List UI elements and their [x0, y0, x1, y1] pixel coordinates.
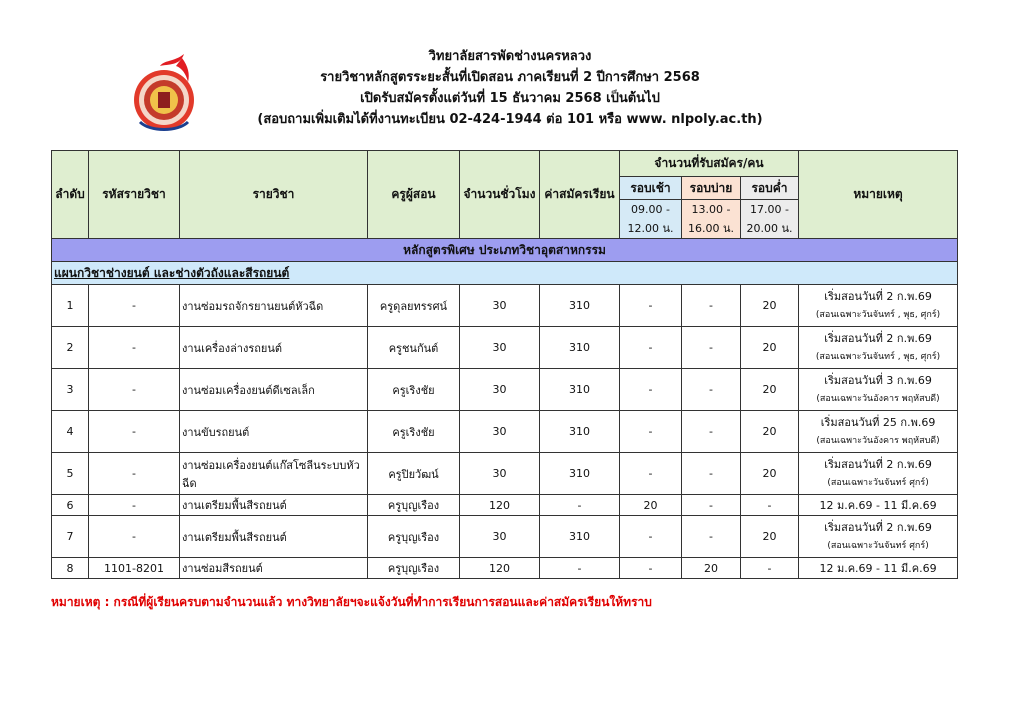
- cell-evening: 20: [741, 285, 799, 327]
- enrollment-date: เปิดรับสมัครตั้งแต่วันที่ 15 ธันวาคม 2568 เป็นต้นไป: [360, 91, 660, 106]
- cell-code: -: [89, 369, 180, 411]
- remark-schedule: (สอนเฉพาะวันจันทร์ , พุธ, ศุกร์): [815, 351, 941, 362]
- cell-remark: [799, 495, 958, 516]
- header-subject: รายวิชา: [180, 151, 368, 239]
- afternoon-time-start: 13.00 -: [691, 203, 731, 216]
- table-row: [52, 495, 958, 516]
- cell-remark: [799, 285, 958, 327]
- cell-remark: [799, 516, 958, 558]
- cell-fee: -: [540, 558, 620, 579]
- cell-afternoon: -: [682, 411, 741, 453]
- header-evening: รอบค่ำ: [741, 177, 799, 200]
- cell-subject: งานซ่อมสีรถยนต์: [180, 558, 368, 579]
- header-code: รหัสรายวิชา: [89, 151, 180, 239]
- remark-start: เริ่มสอนวันที่ 25 ก.พ.69: [820, 415, 936, 429]
- cell-teacher: ครูบุญเรือง: [368, 558, 460, 579]
- cell-remark: [799, 558, 958, 579]
- cell-fee: 310: [540, 453, 620, 495]
- header-no: ลำดับ: [52, 151, 89, 239]
- cell-code: -: [89, 285, 180, 327]
- cell-afternoon: -: [682, 327, 741, 369]
- remark-start: เริ่มสอนวันที่ 2 ก.พ.69: [824, 289, 932, 303]
- course-table: [51, 150, 958, 579]
- afternoon-time-end: 16.00 น.: [687, 222, 734, 235]
- cell-morning: -: [620, 558, 682, 579]
- cell-fee: -: [540, 495, 620, 516]
- cell-evening: -: [741, 495, 799, 516]
- cell-teacher: ครูเริงชัย: [368, 411, 460, 453]
- cell-hours: 30: [460, 327, 540, 369]
- table-row: [52, 411, 958, 453]
- cell-teacher: ครูเริงชัย: [368, 369, 460, 411]
- cell-fee: 310: [540, 285, 620, 327]
- table-row: [52, 327, 958, 369]
- cell-teacher: ครูบุญเรือง: [368, 495, 460, 516]
- remark-start: เริ่มสอนวันที่ 2 ก.พ.69: [824, 331, 932, 345]
- header-remark: หมายเหตุ: [799, 151, 958, 239]
- document-header: [200, 46, 820, 130]
- cell-fee: 310: [540, 411, 620, 453]
- department-row: แผนกวิชาช่างยนต์ และช่างตัวถังและสีรถยนต์: [52, 262, 958, 285]
- cell-morning: -: [620, 327, 682, 369]
- cell-code: 1101-8201: [89, 558, 180, 579]
- college-name: วิทยาลัยสารพัดช่างนครหลวง: [428, 49, 592, 64]
- evening-time-end: 20.00 น.: [746, 222, 793, 235]
- cell-morning: -: [620, 369, 682, 411]
- cell-afternoon: 20: [682, 558, 741, 579]
- cell-no: 5: [52, 453, 89, 495]
- cell-afternoon: -: [682, 495, 741, 516]
- cell-hours: 30: [460, 453, 540, 495]
- cell-no: 3: [52, 369, 89, 411]
- remark-start: เริ่มสอนวันที่ 3 ก.พ.69: [824, 373, 932, 387]
- evening-time-start: 17.00 -: [750, 203, 789, 216]
- document-title: รายวิชาหลักสูตรระยะสั้นที่เปิดสอน ภาคเรียนที่ 2 ปีการศึกษา 2568: [320, 70, 700, 85]
- table-row: [52, 516, 958, 558]
- remark-schedule: (สอนเฉพาะวันอังคาร พฤหัสบดี): [816, 393, 940, 404]
- college-emblem-icon: [130, 52, 198, 134]
- cell-teacher: ครูบุญเรือง: [368, 516, 460, 558]
- header-morning: รอบเช้า: [620, 177, 682, 200]
- cell-no: 1: [52, 285, 89, 327]
- cell-code: -: [89, 495, 180, 516]
- category-row: หลักสูตรพิเศษ ประเภทวิชาอุตสาหกรรม: [52, 239, 958, 262]
- college-logo: [130, 52, 198, 134]
- cell-code: -: [89, 327, 180, 369]
- cell-evening: 20: [741, 411, 799, 453]
- contact-info: (สอบถามเพิ่มเติมได้ที่งานทะเบียน 02-424-1944 ต่อ 101 หรือ www. nlpoly.ac.th): [257, 112, 763, 127]
- cell-evening: 20: [741, 327, 799, 369]
- header-morning-time: [620, 200, 682, 239]
- cell-no: 8: [52, 558, 89, 579]
- cell-teacher: ครูปิยวัฒน์: [368, 453, 460, 495]
- cell-no: 6: [52, 495, 89, 516]
- cell-no: 4: [52, 411, 89, 453]
- header-hours: จำนวนชั่วโมง: [460, 151, 540, 239]
- remark-schedule: (สอนเฉพาะวันจันทร์ , พุธ, ศุกร์): [815, 309, 941, 320]
- cell-morning: -: [620, 285, 682, 327]
- cell-subject: งานเครื่องล่างรถยนต์: [180, 327, 368, 369]
- cell-hours: 30: [460, 516, 540, 558]
- remark-start: 12 ม.ค.69 - 11 มี.ค.69: [819, 561, 937, 575]
- cell-remark: [799, 327, 958, 369]
- cell-subject: งานขับรถยนต์: [180, 411, 368, 453]
- cell-code: -: [89, 453, 180, 495]
- cell-fee: 310: [540, 516, 620, 558]
- cell-afternoon: -: [682, 369, 741, 411]
- remark-schedule: (สอนเฉพาะวันจันทร์ ศุกร์): [827, 540, 929, 551]
- cell-evening: -: [741, 558, 799, 579]
- remark-schedule: (สอนเฉพาะวันอังคาร พฤหัสบดี): [816, 435, 940, 446]
- remark-start: เริ่มสอนวันที่ 2 ก.พ.69: [824, 520, 932, 534]
- cell-subject: งานซ่อมเครื่องยนต์แก๊สโซลีนระบบหัวฉีด: [180, 453, 368, 495]
- cell-subject: งานซ่อมรถจักรยานยนต์หัวฉีด: [180, 285, 368, 327]
- cell-subject: งานเตรียมพื้นสีรถยนต์: [180, 516, 368, 558]
- cell-hours: 30: [460, 369, 540, 411]
- header-afternoon-time: [682, 200, 741, 239]
- table-row: [52, 285, 958, 327]
- table-row: [52, 369, 958, 411]
- header-fee: ค่าสมัครเรียน: [540, 151, 620, 239]
- cell-fee: 310: [540, 369, 620, 411]
- cell-evening: 20: [741, 516, 799, 558]
- header-evening-time: [741, 200, 799, 239]
- cell-hours: 30: [460, 285, 540, 327]
- cell-fee: 310: [540, 327, 620, 369]
- remark-schedule: (สอนเฉพาะวันจันทร์ ศุกร์): [827, 477, 929, 488]
- cell-remark: [799, 369, 958, 411]
- header-capacity: จำนวนที่รับสมัคร/คน: [620, 151, 799, 177]
- cell-hours: 120: [460, 495, 540, 516]
- cell-no: 7: [52, 516, 89, 558]
- remark-start: 12 ม.ค.69 - 11 มี.ค.69: [819, 498, 937, 512]
- cell-no: 2: [52, 327, 89, 369]
- cell-morning: -: [620, 516, 682, 558]
- cell-hours: 120: [460, 558, 540, 579]
- header-teacher: ครูผู้สอน: [368, 151, 460, 239]
- morning-time-start: 09.00 -: [631, 203, 670, 216]
- table-row: [52, 453, 958, 495]
- cell-afternoon: -: [682, 285, 741, 327]
- cell-afternoon: -: [682, 516, 741, 558]
- cell-afternoon: -: [682, 453, 741, 495]
- cell-code: -: [89, 411, 180, 453]
- cell-morning: -: [620, 411, 682, 453]
- cell-teacher: ครูชนกันต์: [368, 327, 460, 369]
- cell-remark: [799, 453, 958, 495]
- cell-teacher: ครูดุลยทรรศน์: [368, 285, 460, 327]
- cell-subject: งานเตรียมพื้นสีรถยนต์: [180, 495, 368, 516]
- table-row: [52, 558, 958, 579]
- remark-start: เริ่มสอนวันที่ 2 ก.พ.69: [824, 457, 932, 471]
- morning-time-end: 12.00 น.: [627, 222, 674, 235]
- cell-remark: [799, 411, 958, 453]
- cell-subject: งานซ่อมเครื่องยนต์ดีเซลเล็ก: [180, 369, 368, 411]
- header-afternoon: รอบบ่าย: [682, 177, 741, 200]
- cell-morning: 20: [620, 495, 682, 516]
- cell-evening: 20: [741, 369, 799, 411]
- cell-code: -: [89, 516, 180, 558]
- cell-hours: 30: [460, 411, 540, 453]
- cell-evening: 20: [741, 453, 799, 495]
- cell-morning: -: [620, 453, 682, 495]
- footnote: หมายเหตุ : กรณีที่ผู้เรียนครบตามจำนวนแล้ว ทางวิทยาลัยฯจะแจ้งวันที่ทำการเรียนการสอนและค่าสมัครเรียนให้ทราบ: [51, 595, 652, 609]
